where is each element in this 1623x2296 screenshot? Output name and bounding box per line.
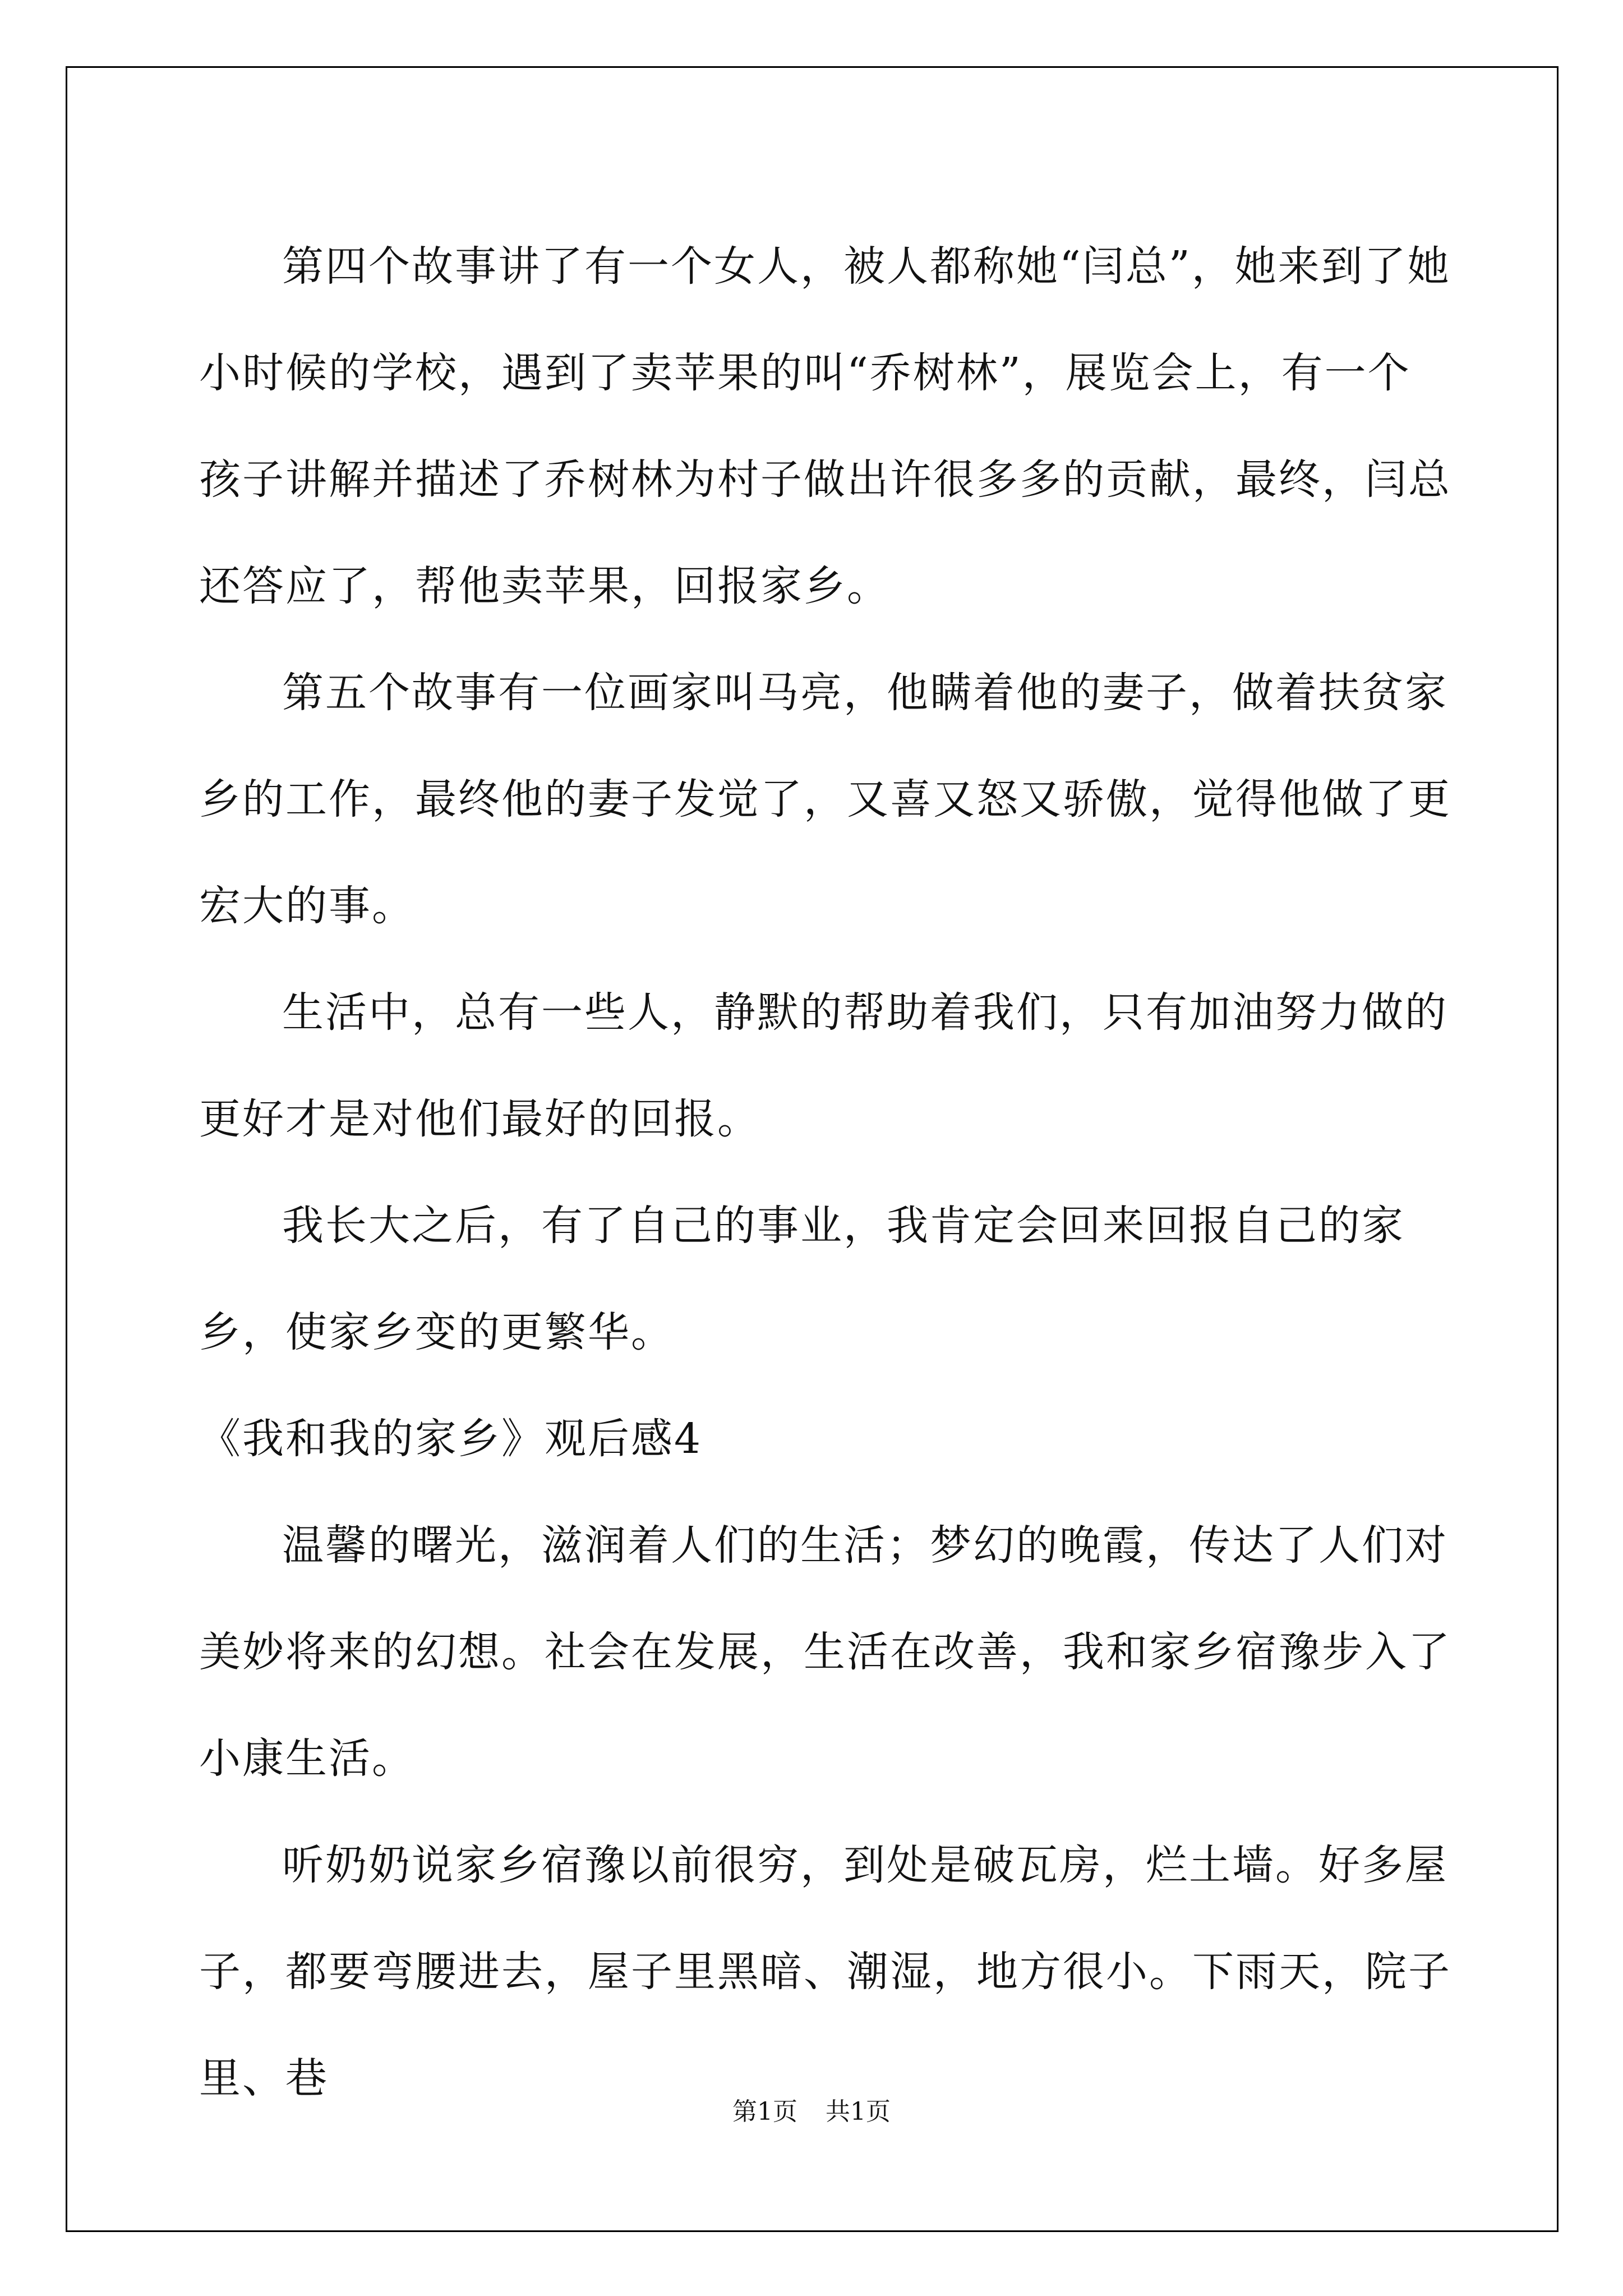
page-footer [0, 2091, 1623, 2127]
paragraph: 第四个故事讲了有一个女人，被人都称她“闫总”，她来到了她小时候的学校，遇到了卖苹果的叫“乔树林”，展览会上，有一个孩子讲解并描述了乔树林为村子做出许很多多的贡献，最终，闫总还答应了，帮他卖苹果，回报家乡。 [199, 242, 1451, 610]
paragraph: 我长大之后，有了自己的事业，我肯定会回来回报自己的家乡，使家乡变的更繁华。 [199, 1202, 1405, 1356]
section-heading: 《我和我的家乡》观后感4 [199, 1415, 703, 1463]
paragraph: 温馨的曙光，滋润着人们的生活；梦幻的晚霞，传达了人们对美妙将来的幻想。社会在发展，生活在改善，我和家乡宿豫步入了小康生活。 [199, 1521, 1451, 1783]
document-body [199, 213, 1453, 2132]
paragraph: 生活中，总有一些人，静默的帮助着我们，只有加油努力做的更好才是对他们最好的回报。 [199, 988, 1448, 1143]
page-number: 第1页 [732, 2097, 797, 2126]
paragraph: 听奶奶说家乡宿豫以前很穷，到处是破瓦房，烂土墙。好多屋子，都要弯腰进去，屋子里黑暗、潮湿，地方很小。下雨天，院子里、巷 [199, 1841, 1451, 2102]
page-total: 共1页 [826, 2097, 891, 2126]
paragraph: 第五个故事有一位画家叫马亮，他瞒着他的妻子，做着扶贫家乡的工作，最终他的妻子发觉了，又喜又怒又骄傲，觉得他做了更宏大的事。 [199, 669, 1451, 930]
